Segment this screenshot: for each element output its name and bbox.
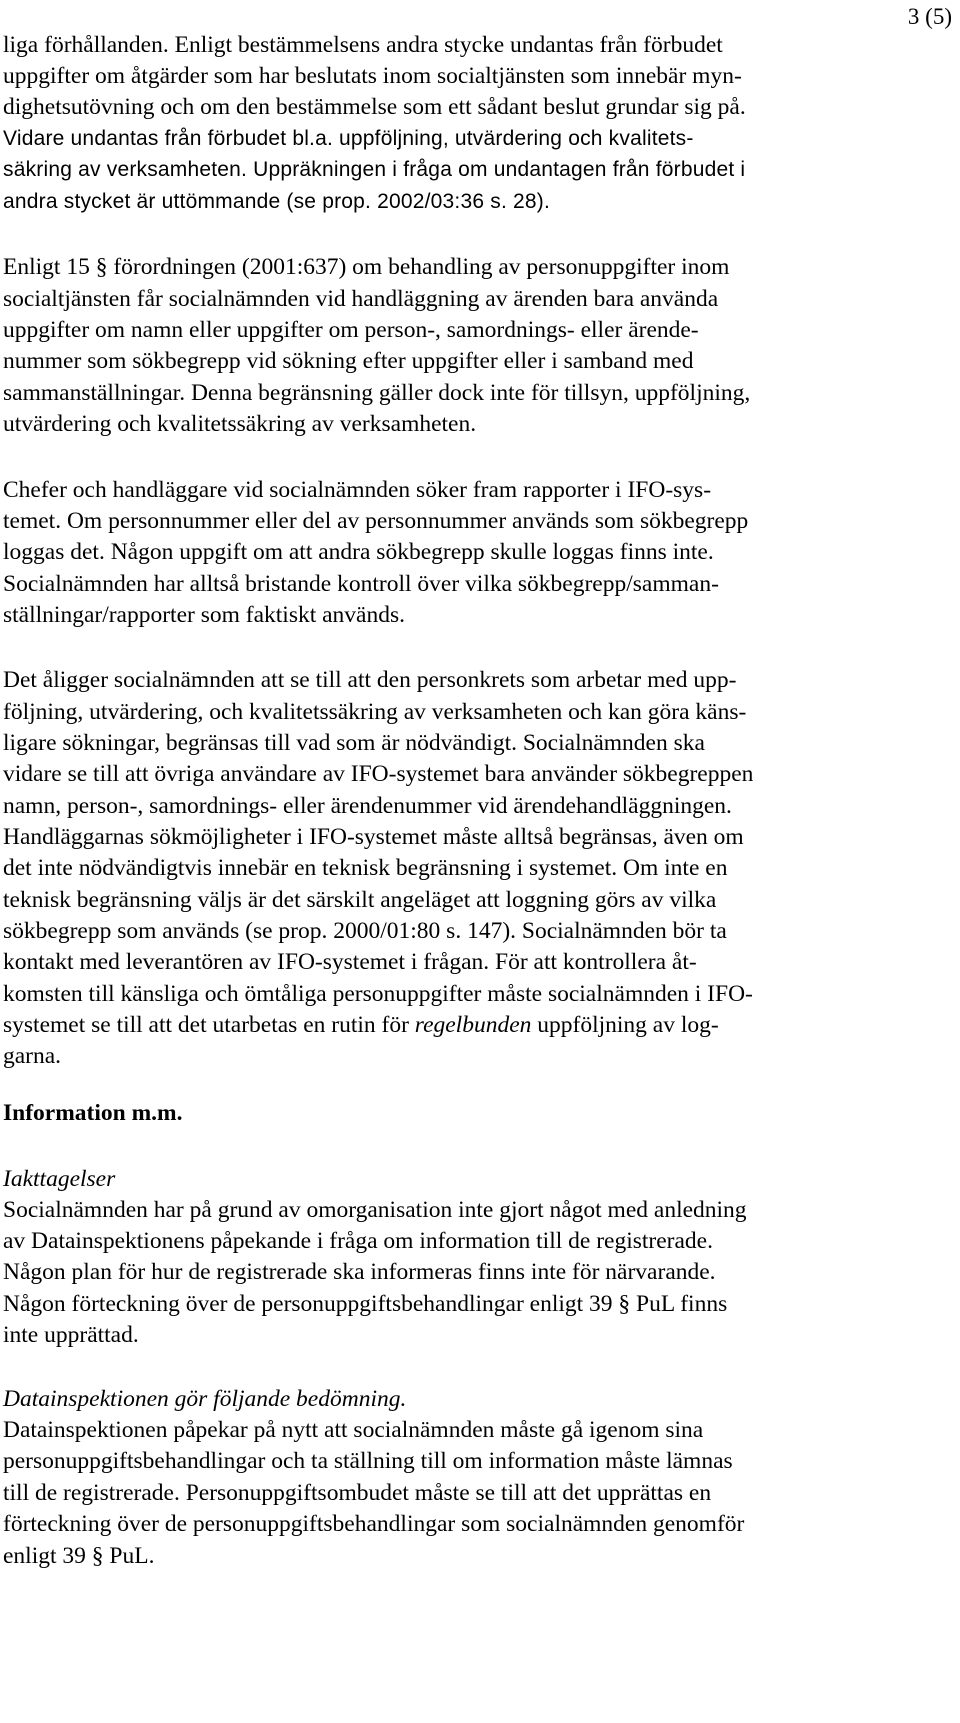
page-number: 3 (5): [907, 4, 952, 29]
paragraph-2-line: sammanställningar. Denna begränsning gäller dock inte för tillsyn, uppföljning,: [3, 380, 751, 406]
paragraph-2-line: utvärdering och kvalitetssäkring av verksamheten.: [3, 411, 477, 437]
subheading-observations: Iakttagelser: [3, 1166, 116, 1192]
paragraph-1-line: liga förhållanden. Enligt bestämmelsens andra stycke undantas från förbudet: [3, 32, 723, 58]
paragraph-5-line: Någon plan för hur de registrerade ska informeras finns inte för närvarande.: [3, 1259, 716, 1285]
paragraph-2-line: socialtjänsten får socialnämnden vid handläggning av ärenden bara använda: [3, 286, 719, 312]
paragraph-4-line: [3, 1011, 719, 1039]
paragraph-5-line: Någon förteckning över de personuppgiftsbehandlingar enligt 39 § PuL finns: [3, 1291, 728, 1317]
paragraph-6-line: Datainspektionen påpekar på nytt att socialnämnden måste gå igenom sina: [3, 1417, 704, 1443]
paragraph-4-line: vidare se till att övriga användare av IFO-systemet bara använder sökbegreppen: [3, 761, 754, 787]
paragraph-1-line: uppgifter om åtgärder som har beslutats inom socialtjänsten som innebär myn-: [3, 63, 742, 89]
paragraph-1-line: andra stycket är uttömmande (se prop. 2002/03:36 s. 28).: [3, 190, 550, 213]
paragraph-5-line: av Datainspektionens påpekande i fråga om information till de registrerade.: [3, 1228, 713, 1254]
paragraph-4-line: det inte nödvändigtvis innebär en teknisk begränsning i systemet. Om inte en: [3, 855, 728, 881]
paragraph-3-line: ställningar/rapporter som faktiskt används.: [3, 602, 406, 628]
paragraph-4-line: komsten till känsliga och ömtåliga personuppgifter måste socialnämnden i IFO-: [3, 981, 753, 1007]
paragraph-6-line: personuppgiftsbehandlingar och ta ställning till om information måste lämnas: [3, 1448, 733, 1474]
paragraph-4-line: följning, utvärdering, och kvalitetssäkring av verksamheten och kan göra käns-: [3, 699, 747, 725]
paragraph-4-line: teknisk begränsning väljs är det särskilt angeläget att loggning görs av vilka: [3, 887, 717, 913]
paragraph-5-line: Socialnämnden har på grund av omorganisation inte gjort något med anledning: [3, 1197, 747, 1223]
paragraph-4-line: Handläggarnas sökmöjligheter i IFO-systemet måste alltså begränsas, även om: [3, 824, 744, 850]
emphasis-text: regelbunden: [414, 1012, 532, 1038]
paragraph-1-line: säkring av verksamheten. Uppräkningen i fråga om undantagen från förbudet i: [3, 158, 746, 181]
paragraph-4-line: garna.: [3, 1043, 62, 1069]
section-heading: Information m.m.: [3, 1100, 183, 1126]
paragraph-2-line: Enligt 15 § förordningen (2001:637) om behandling av personuppgifter inom: [3, 254, 730, 280]
paragraph-2-line: nummer som sökbegrepp vid sökning efter uppgifter eller i samband med: [3, 348, 694, 374]
paragraph-3-line: loggas det. Någon uppgift om att andra sökbegrepp skulle loggas finns inte.: [3, 539, 714, 565]
paragraph-4-line: kontakt med leverantören av IFO-systemet i frågan. För att kontrollera åt-: [3, 949, 697, 975]
paragraph-2-line: uppgifter om namn eller uppgifter om person-, samordnings- eller ärende-: [3, 317, 699, 343]
paragraph-3-line: Socialnämnden har alltså bristande kontroll över vilka sökbegrepp/samman-: [3, 571, 719, 597]
paragraph-1-line: Vidare undantas från förbudet bl.a. uppföljning, utvärdering och kvalitets-: [3, 127, 694, 150]
paragraph-6-line: till de registrerade. Personuppgiftsombudet måste se till att det upprättas en: [3, 1480, 712, 1506]
paragraph-5-line: inte upprättad.: [3, 1322, 139, 1348]
paragraph-3-line: temet. Om personnummer eller del av personnummer används som sökbegrepp: [3, 508, 749, 534]
subheading-assessment: Datainspektionen gör följande bedömning.: [3, 1386, 407, 1412]
paragraph-6-line: förteckning över de personuppgiftsbehandlingar som socialnämnden genomför: [3, 1511, 745, 1537]
paragraph-4-line: ligare sökningar, begränsas till vad som är nödvändigt. Socialnämnden ska: [3, 730, 705, 756]
paragraph-4-text: uppföljning av log-: [531, 1012, 719, 1038]
paragraph-6-line: enligt 39 § PuL.: [3, 1543, 155, 1569]
paragraph-3-line: Chefer och handläggare vid socialnämnden söker fram rapporter i IFO-sys-: [3, 477, 712, 503]
paragraph-4-line: Det åligger socialnämnden att se till att den personkrets som arbetar med upp-: [3, 667, 737, 693]
paragraph-4-line: namn, person-, samordnings- eller ärendenummer vid ärendehandläggningen.: [3, 793, 732, 819]
paragraph-4-line: sökbegrepp som används (se prop. 2000/01:80 s. 147). Socialnämnden bör ta: [3, 918, 727, 944]
paragraph-1-line: dighetsutövning och om den bestämmelse som ett sådant beslut grundar sig på.: [3, 94, 746, 120]
paragraph-4-text: systemet se till att det utarbetas en rutin för: [3, 1012, 415, 1038]
